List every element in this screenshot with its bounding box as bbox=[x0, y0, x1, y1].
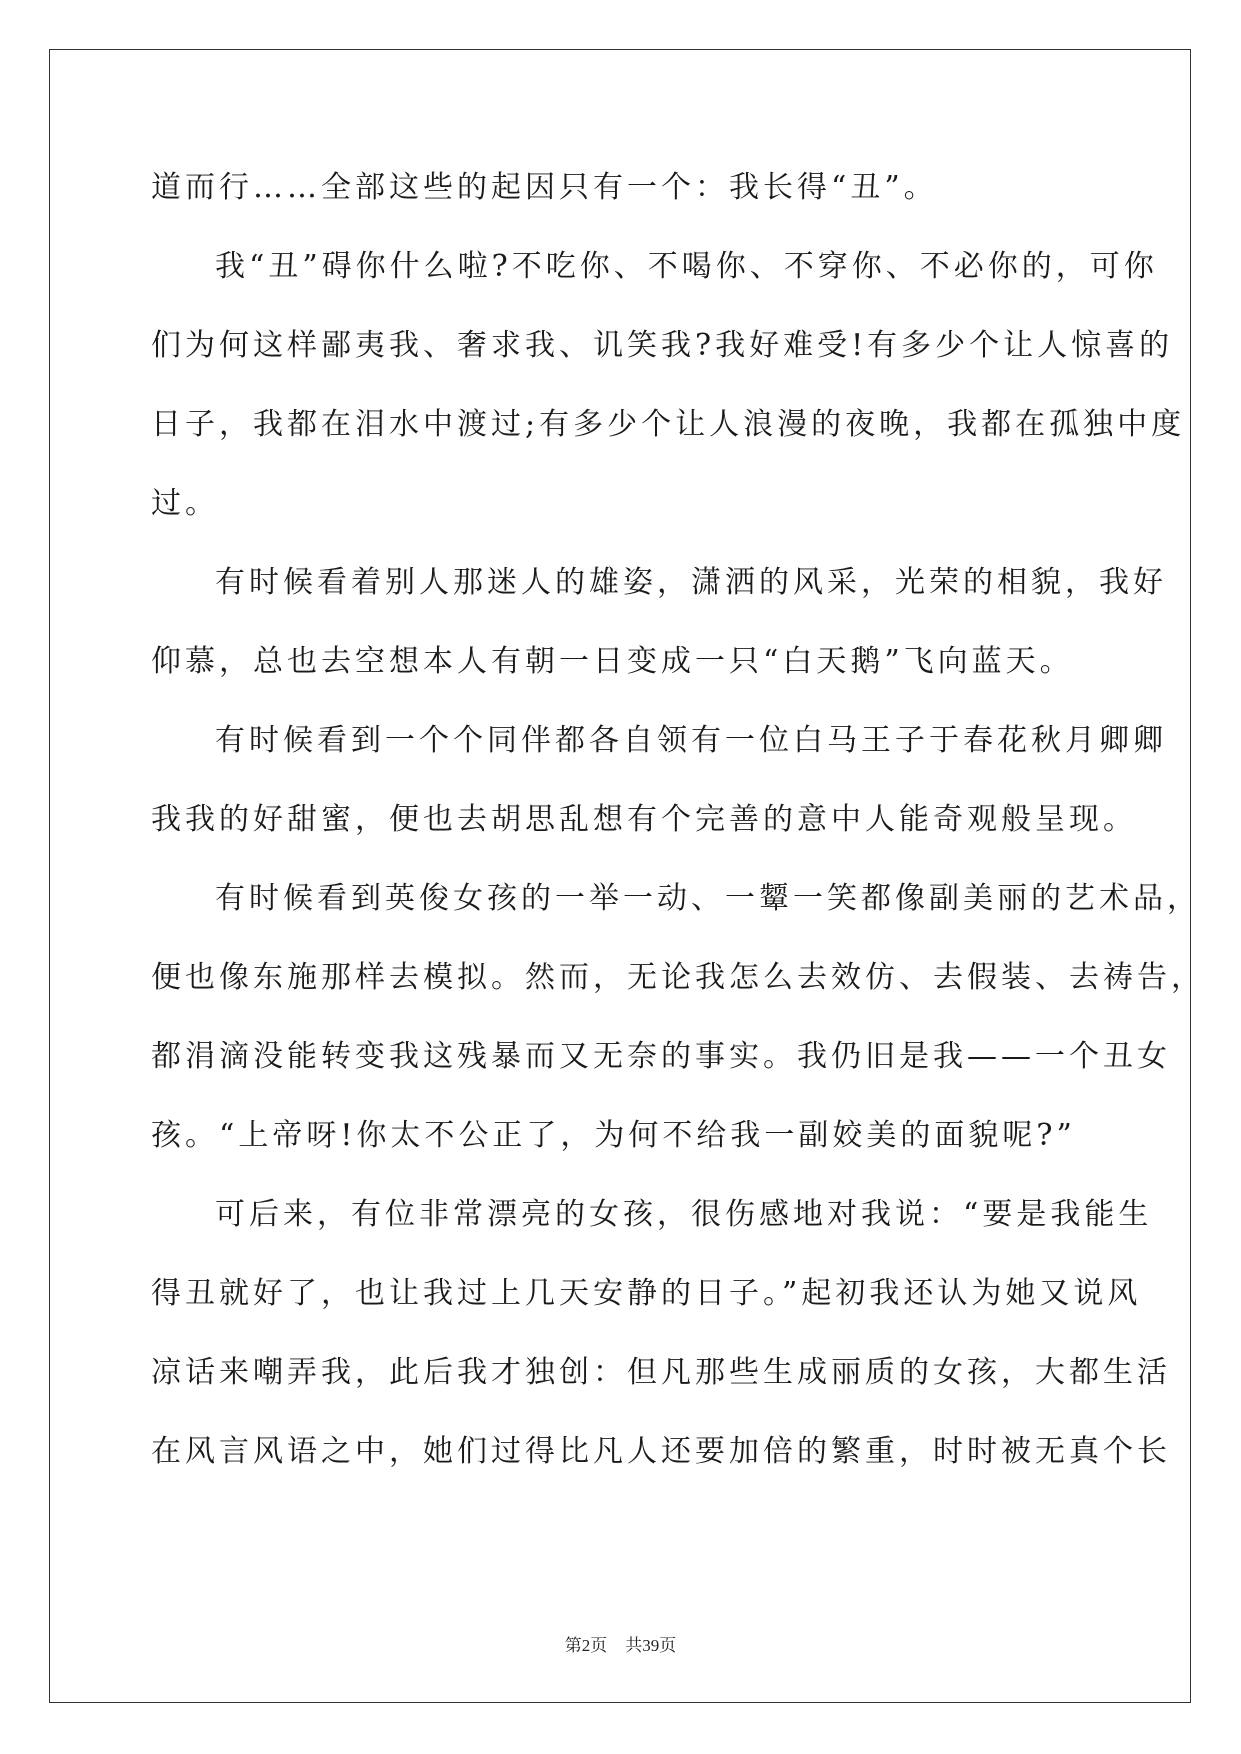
paragraph-start-line: 我“丑”碍你什么啦?不吃你、不喝你、不穿你、不必你的，可你 bbox=[215, 249, 1158, 284]
paragraph-start-line: 有时候看着别人那迷人的雄姿，潇洒的风采，光荣的相貌，我好 bbox=[215, 565, 1167, 600]
text-line: 日子，我都在泪水中渡过;有多少个让人浪漫的夜晚，我都在孤独中度 bbox=[151, 407, 1186, 442]
document-body bbox=[151, 165, 1205, 1508]
text-line: 在风言风语之中，她们过得比凡人还要加倍的繁重，时时被无真个长 bbox=[151, 1434, 1171, 1469]
text-line: 凉话来嘲弄我，此后我才独创：但凡那些生成丽质的女孩，大都生活 bbox=[151, 1355, 1171, 1390]
paragraph-start-line: 可后来，有位非常漂亮的女孩，很伤感地对我说：“要是我能生 bbox=[215, 1197, 1153, 1232]
text-line: 仰慕，总也去空想本人有朝一日变成一只“白天鹅”飞向蓝天。 bbox=[151, 644, 1074, 679]
page-number: 第2页 bbox=[564, 1636, 608, 1655]
text-line: 过。 bbox=[151, 486, 219, 521]
text-line: 道而行……全部这些的起因只有一个：我长得“丑”。 bbox=[151, 170, 938, 205]
text-line: 便也像东施那样去模拟。然而，无论我怎么去效仿、去假装、去祷告， bbox=[151, 960, 1205, 995]
text-line: 都涓滴没能转变我这残暴而又无奈的事实。我仍旧是我——一个丑女 bbox=[151, 1039, 1171, 1074]
paragraph-start-line: 有时候看到一个个同伴都各自领有一位白马王子于春花秋月卿卿 bbox=[215, 723, 1167, 758]
page-total: 共39页 bbox=[625, 1636, 677, 1655]
text-line: 我我的好甜蜜，便也去胡思乱想有个完善的意中人能奇观般呈现。 bbox=[151, 802, 1137, 837]
paragraph-start-line: 有时候看到英俊女孩的一举一动、一颦一笑都像副美丽的艺术品， bbox=[215, 881, 1201, 916]
page-footer bbox=[0, 1631, 1241, 1656]
text-line: 们为何这样鄙夷我、奢求我、讥笑我?我好难受!有多少个让人惊喜的 bbox=[151, 328, 1174, 363]
text-line: 得丑就好了，也让我过上几天安静的日子。”起初我还认为她又说风 bbox=[151, 1276, 1142, 1311]
text-line: 孩。“上帝呀!你太不公正了，为何不给我一副姣美的面貌呢?” bbox=[151, 1118, 1076, 1153]
